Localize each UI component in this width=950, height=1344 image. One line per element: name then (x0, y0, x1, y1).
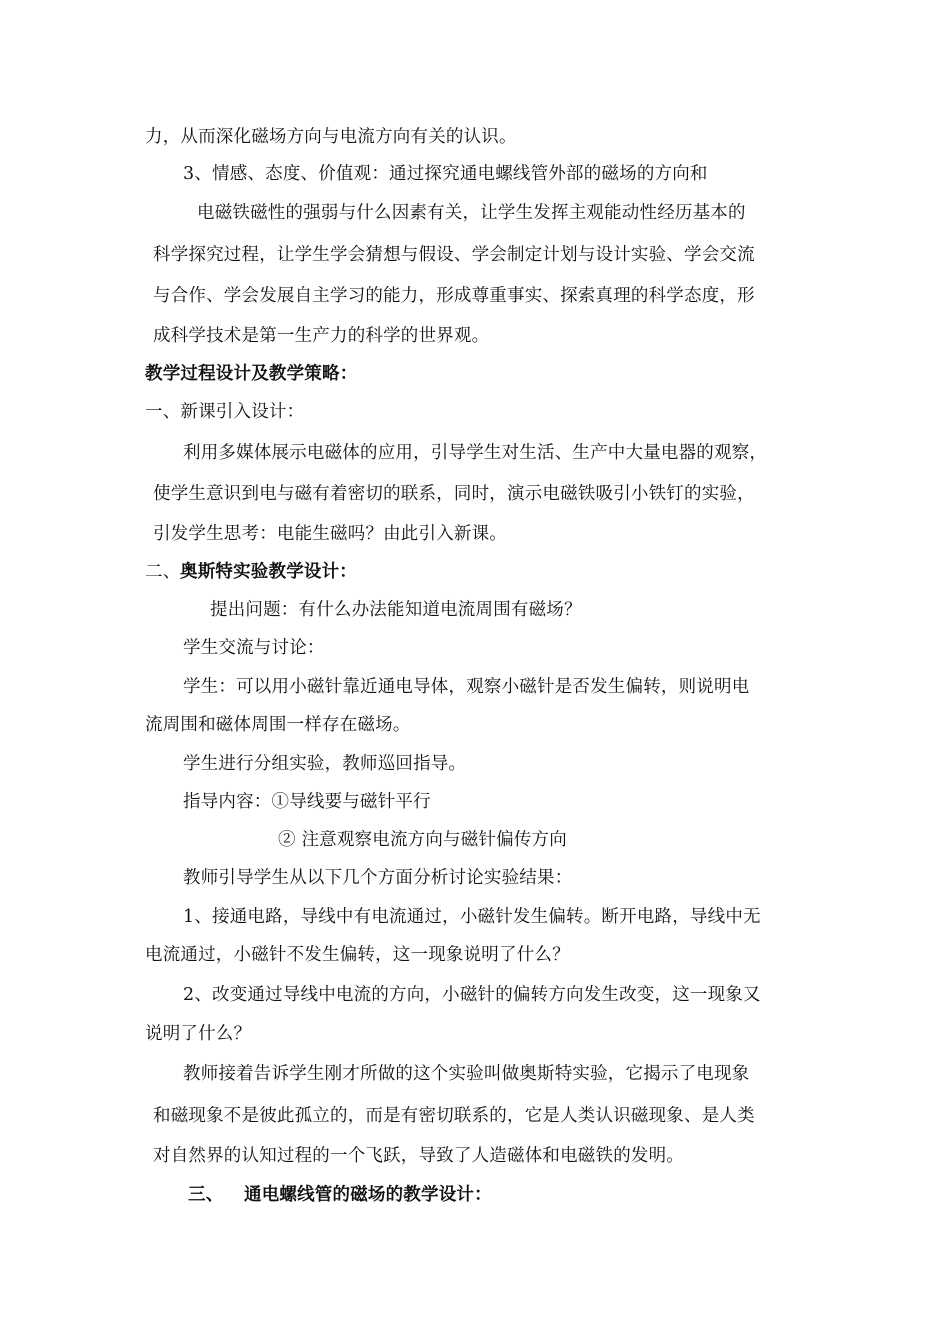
section-heading-2-title: 奥斯特实验教学设计： (180, 562, 357, 582)
text-line-1: 力，从而深化磁场方向与电流方向有关的认识。 (145, 127, 517, 147)
section-heading-2-number: 二、 (145, 562, 181, 582)
text-line-21: 教师引导学生从以下几个方面分析讨论实验结果： (183, 868, 573, 888)
text-line-5: 与合作、学会发展自主学习的能力，形成尊重事实、探索真理的科学态度，形 (153, 286, 755, 306)
text-line-22: 1、接通电路，导线中有电流通过，小磁针发生偏转。断开电路，导线中无 (183, 907, 761, 927)
text-line-19: 指导内容：①导线要与磁针平行 (183, 792, 431, 812)
text-line-26: 教师接着告诉学生刚才所做的这个实验叫做奥斯特实验，它揭示了电现象 (183, 1064, 750, 1084)
text-line-28: 对自然界的认知过程的一个飞跃，导致了人造磁体和电磁铁的发明。 (153, 1146, 684, 1166)
text-line-3: 电磁铁磁性的强弱与什么因素有关，让学生发挥主观能动性经历基本的 (197, 203, 746, 223)
section-heading-3-number: 三、 (188, 1185, 224, 1205)
text-line-15: 学生交流与讨论： (183, 638, 325, 658)
text-line-6: 成科学技术是第一生产力的科学的世界观。 (153, 326, 490, 346)
text-line-17: 流周围和磁体周围一样存在磁场。 (145, 715, 411, 735)
text-line-24: 2、改变通过导线中电流的方向，小磁针的偏转方向发生改变，这一现象又 (183, 985, 761, 1005)
section-heading-1: 一、新课引入设计： (145, 402, 305, 422)
text-line-16: 学生：可以用小磁针靠近通电导体，观察小磁针是否发生偏转，则说明电 (183, 677, 750, 697)
text-line-14: 提出问题：有什么办法能知道电流周围有磁场？ (210, 600, 582, 620)
text-line-11: 引发学生思考：电能生磁吗？由此引入新课。 (153, 524, 507, 544)
text-line-4: 科学探究过程，让学生学会猜想与假设、学会制定计划与设计实验、学会交流 (153, 245, 755, 265)
text-line-27: 和磁现象不是彼此孤立的，而是有密切联系的，它是人类认识磁现象、是人类 (153, 1106, 755, 1126)
text-line-2: 3、情感、态度、价值观：通过探究通电螺线管外部的磁场的方向和 (183, 164, 708, 184)
text-line-18: 学生进行分组实验，教师巡回指导。 (183, 754, 467, 774)
text-line-9: 利用多媒体展示电磁体的应用，引导学生对生活、生产中大量电器的观察， (183, 443, 768, 463)
text-line-20: ② 注意观察电流方向与磁针偏传方向 (278, 830, 567, 850)
section-heading-3-title: 通电螺线管的磁场的教学设计： (244, 1185, 492, 1205)
section-heading-teaching-process: 教学过程设计及教学策略： (145, 364, 358, 384)
text-line-23: 电流通过，小磁针不发生偏转，这一现象说明了什么？ (145, 945, 570, 965)
text-line-25: 说明了什么？ (145, 1024, 252, 1044)
text-line-10: 使学生意识到电与磁有着密切的联系，同时，演示电磁铁吸引小铁钉的实验， (153, 484, 755, 504)
